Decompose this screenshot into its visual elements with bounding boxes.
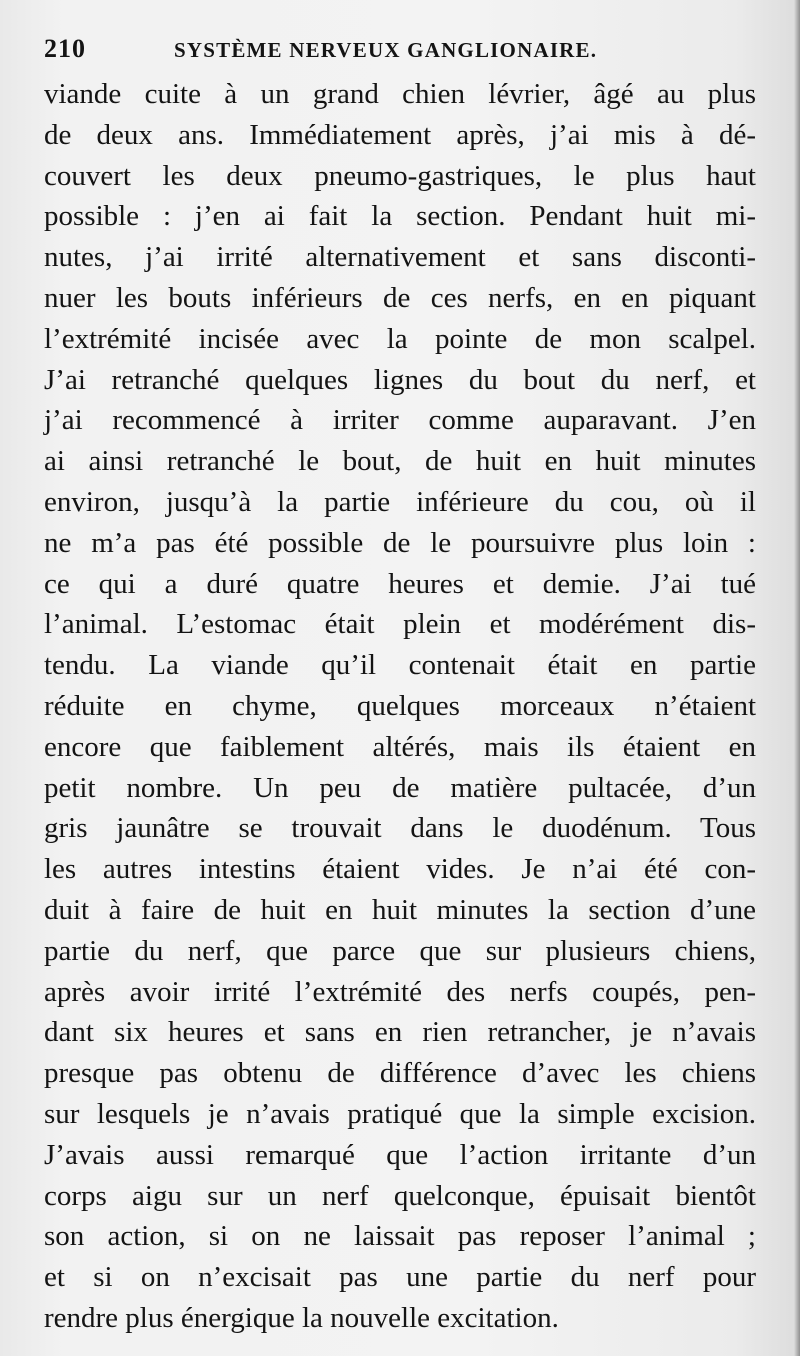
text-line: après avoir irrité l’extrémité des nerfs coupés, pen- bbox=[44, 975, 756, 1008]
text-line: J’avais aussi remarqué que l’action irritante d’un bbox=[44, 1138, 756, 1171]
text-line: corps aigu sur un nerf quelconque, épuisait bientôt bbox=[44, 1179, 756, 1212]
text-line: possible : j’en ai fait la section. Pendant huit mi- bbox=[44, 200, 756, 233]
text-line: nutes, j’ai irrité alternativement et sans disconti- bbox=[44, 241, 756, 274]
text-line-last: rendre plus énergique la nouvelle excitation. bbox=[44, 1301, 559, 1334]
text-line: J’ai retranché quelques lignes du bout du nerf, et bbox=[44, 363, 756, 396]
text-line: l’extrémité incisée avec la pointe de mon scalpel. bbox=[44, 322, 756, 355]
page-header bbox=[44, 34, 756, 64]
text-line: petit nombre. Un peu de matière pultacée, d’un bbox=[44, 771, 756, 804]
text-line: presque pas obtenu de différence d’avec les chiens bbox=[44, 1057, 756, 1090]
page-number: 210 bbox=[44, 34, 86, 63]
text-line: dant six heures et sans en rien retrancher, je n’avais bbox=[44, 1016, 756, 1049]
text-line: réduite en chyme, quelques morceaux n’étaient bbox=[44, 689, 756, 722]
text-line: ce qui a duré quatre heures et demie. J’ai tué bbox=[44, 567, 756, 600]
text-line: environ, jusqu’à la partie inférieure du cou, où il bbox=[44, 485, 756, 518]
text-line: j’ai recommencé à irriter comme auparavant. J’en bbox=[44, 404, 756, 437]
text-line: partie du nerf, que parce que sur plusieurs chiens, bbox=[44, 934, 756, 967]
text-line: les autres intestins étaient vides. Je n’ai été con- bbox=[44, 853, 756, 886]
text-line: de deux ans. Immédiatement après, j’ai mis à dé- bbox=[44, 118, 756, 151]
page-edge-shadow bbox=[794, 0, 800, 1356]
text-line: et si on n’excisait pas une partie du nerf pour bbox=[44, 1261, 756, 1294]
text-line: ai ainsi retranché le bout, de huit en huit minutes bbox=[44, 445, 756, 478]
text-line: sur lesquels je n’avais pratiqué que la simple excision. bbox=[44, 1097, 756, 1130]
body-text bbox=[44, 74, 756, 1339]
text-line: encore que faiblement altérés, mais ils étaient en bbox=[44, 730, 756, 763]
text-line: ne m’a pas été possible de le poursuivre plus loin : bbox=[44, 526, 756, 559]
text-line: son action, si on ne laissait pas reposer l’animal ; bbox=[44, 1220, 756, 1253]
text-line: tendu. La viande qu’il contenait était en partie bbox=[44, 649, 756, 682]
text-line: duit à faire de huit en huit minutes la section d’une bbox=[44, 893, 756, 926]
text-line: nuer les bouts inférieurs de ces nerfs, en en piquant bbox=[44, 281, 756, 314]
text-line: couvert les deux pneumo-gastriques, le plus haut bbox=[44, 159, 756, 192]
text-line: viande cuite à un grand chien lévrier, âgé au plus bbox=[44, 78, 756, 110]
text-line: gris jaunâtre se trouvait dans le duodénum. Tous bbox=[44, 812, 756, 845]
running-title: SYSTÈME NERVEUX GANGLIONAIRE. bbox=[174, 38, 598, 62]
text-line: l’animal. L’estomac était plein et modérément dis- bbox=[44, 608, 756, 641]
